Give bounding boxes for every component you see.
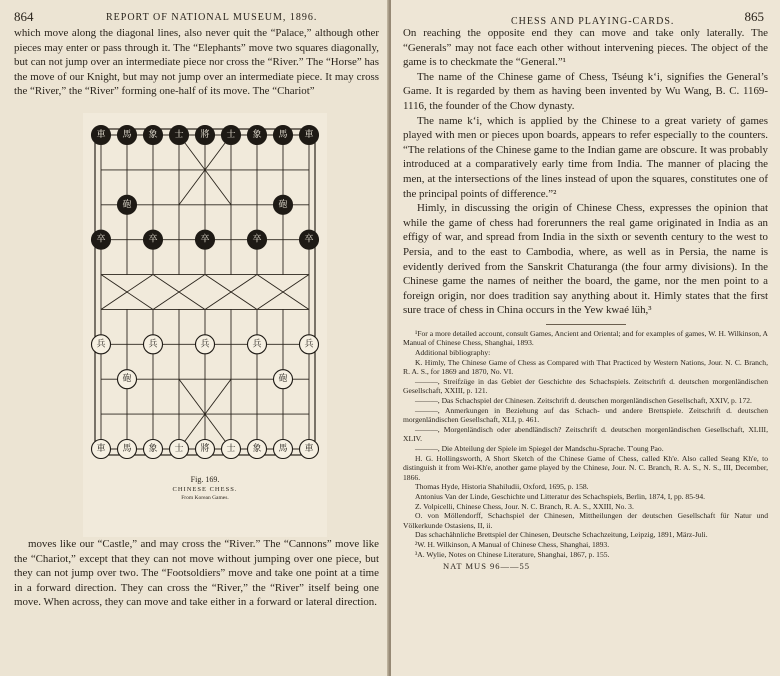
chess-board bbox=[83, 113, 327, 473]
black-soldier: 卒 bbox=[304, 234, 314, 245]
right-paragraph-2: The name of the Chinese game of Chess, Tséung k‘i, signifies the General’s Game. It is regarded by them as having been invented by Wu Wang, B. C. 1169-1116, the founder of the Chow dynasty. bbox=[403, 70, 768, 112]
figure-label: Fig. 169. bbox=[190, 474, 220, 484]
red-soldier: 兵 bbox=[200, 339, 210, 350]
footnote: Antonius Van der Linde, Geschichte und Litteratur des Schachspiels, Berlin, 1874, I, pp. 85-94. bbox=[415, 491, 706, 501]
black-soldier: 卒 bbox=[252, 234, 262, 245]
footnote: Z. Volpicelli, Chinese Chess, Jour. N. C. Branch, R. A. S., XXIII, No. 3. bbox=[415, 501, 634, 511]
right-page bbox=[391, 0, 780, 676]
figure-title: CHINESE CHESS. bbox=[172, 485, 238, 493]
left-bottom-paragraph: moves like our “Castle,” and may cross the “River.” The “Cannons” move like the “Chariot,” except that they can not move without jumping over one piece, but they can not jump over two. The “Footsoldiers” move and take one point at a time in a forward direction. They can cross the “River,” the “River” itself being one move. When across, they can move and take either in a forward or lateral direction. bbox=[14, 537, 379, 609]
black-piece: 車 bbox=[96, 129, 106, 140]
right-paragraph-1: On reaching the opposite end they can move and take only laterally. The “Generals” may not face each other without intervening pieces. The object of the game is to checkmate the “General.”¹ bbox=[403, 27, 768, 69]
footnote: O. von Möllendorff, Schachspiel der Chinesen, Mittheilungen der deutschen Gesellschaft für Natur und Völkerkunde Ostasiens, II, ii. bbox=[403, 511, 768, 530]
footnote: K. Himly, The Chinese Game of Chess as Compared with That Practiced by Western Nations, Jour. N. C. Branch, R. A. S., for 1869 and 1870, No. VI. bbox=[403, 357, 768, 377]
footnote: ———, Die Abteilung der Spiele im Spiegel der Mandschu-Sprache. T'oung Pao. bbox=[415, 444, 664, 453]
red-piece: 將 bbox=[200, 443, 210, 454]
right-paragraph-4: Himly, in discussing the origin of Chinese Chess, expresses the opinion that while the game of chess had forerunners the real game originated in India as an effigy of war, and spread from India in the sixth or seventh century to the west to Persia, and to the east to Cambodia, where, as well as in Persia, the name is evidently derived from the Sanskrit Chaturanga (the four army divisions). In the Chinese game the names of neither the board, the game, nor the men point to a foreign origin, nor does tradition say anything about it. Himly states that the first sure trace of chess in China occurs in the Yew kwaé lüh,³ bbox=[403, 202, 768, 317]
signature-mark: NAT MUS 96——55 bbox=[443, 561, 531, 572]
footnote: H. G. Hollingsworth, A Short Sketch of the Chinese Game of Chess, called Kh'e. Also called Seang Kh'e, to distinguish it from Wei-Kh'e, another game played by the Chinese, Jour. N. C. Branch, R. A. S., N. S., III, December, 1866. bbox=[403, 453, 768, 482]
red-piece: 象 bbox=[252, 443, 262, 454]
red-piece: 士 bbox=[226, 443, 236, 454]
left-page bbox=[0, 0, 389, 676]
black-piece: 象 bbox=[148, 129, 158, 140]
footnote: Thomas Hyde, Historia Shahiludii, Oxford, 1695, p. 158. bbox=[415, 482, 589, 492]
footnote: ———, Anmerkungen in Beziehung auf das Schach- und andere Brettspiele. Zeitschrift d. deutschen morgenländischen Gesellschaft, XLI, p. 461. bbox=[403, 405, 768, 425]
black-piece: 象 bbox=[252, 129, 262, 140]
footnote: ———, Streifzüge in das Gebiet der Geschichte des Schachspiels. Zeitschrift d. deutschen morgenländischen Gesellschaft, XXIII, p. 121. bbox=[403, 376, 768, 396]
footnote-rule bbox=[546, 324, 626, 325]
right-page-header bbox=[403, 0, 768, 26]
footnote: ———, Morgenländisch oder abendländisch? Zeitschrift d. deutschen morgenländischen Gesellschaft, XLIII, XLIV. bbox=[403, 424, 768, 444]
red-soldier: 兵 bbox=[96, 339, 106, 350]
red-piece: 車 bbox=[304, 443, 314, 454]
red-cannon: 砲 bbox=[278, 374, 288, 385]
red-piece: 馬 bbox=[122, 443, 132, 454]
figure-source: From Korean Games. bbox=[181, 494, 229, 501]
footnote: Additional bibliography: bbox=[415, 348, 491, 358]
footnote: ¹For a more detailed account, consult Games, Ancient and Oriental; and for examples of games, W. H. Wilkinson, A Manual of Chinese Chess, Shanghai, 1893. bbox=[403, 328, 768, 348]
footnote: ²W. H. Wilkinson, A Manual of Chinese Chess, Shanghai, 1893. bbox=[415, 539, 610, 549]
footnote: ———, Das Schachspiel der Chinesen. Zeitschrift d. deutschen morgenländischen Gesellschaft, XXIV, p. 172. bbox=[415, 396, 752, 406]
red-piece: 象 bbox=[148, 443, 158, 454]
black-piece: 士 bbox=[174, 129, 184, 140]
black-soldier: 卒 bbox=[148, 234, 158, 245]
red-piece: 馬 bbox=[278, 443, 288, 454]
black-piece: 車 bbox=[304, 129, 314, 140]
black-cannon: 砲 bbox=[122, 199, 132, 210]
left-top-paragraph: which move along the diagonal lines, also never quit the “Palace,” although other pieces may enter or pass through it. The “Elephants” move two squares diagonally, but can not jump over an intermediate piece nor cross the “River.” The “Horse” has the move of our Knight, but may not jump over an intermediate piece. It may cross the “River,” the “River” forming one-half of its move. The “Chariot” bbox=[14, 27, 379, 98]
black-cannon: 砲 bbox=[278, 199, 288, 210]
left-page-header bbox=[14, 0, 379, 26]
black-piece: 將 bbox=[200, 129, 210, 140]
red-piece: 士 bbox=[174, 443, 184, 454]
red-cannon: 砲 bbox=[122, 374, 132, 385]
footnotes bbox=[403, 329, 768, 559]
red-soldier: 兵 bbox=[252, 339, 262, 350]
chinese-chess-figure bbox=[83, 113, 327, 537]
footnote: ³A. Wylie, Notes on Chinese Literature, Shanghai, 1867, p. 155. bbox=[415, 549, 610, 559]
black-piece: 士 bbox=[226, 129, 236, 140]
right-paragraph-3: The name k‘i, which is applied by the Chinese to a great variety of games played with men or pieces upon boards, appears to refer especially to the counters. “The relations of the Chinese game to the Indian game are obscure. It was probably introduced at a comparatively early time from India. The manner of placing the men, at the intersections of the lines instead of upon the squares, constitutes one of the principal points of difference.”² bbox=[403, 114, 768, 200]
figure-caption bbox=[83, 475, 327, 501]
black-piece: 馬 bbox=[122, 129, 132, 140]
left-running-head: REPORT OF NATIONAL MUSEUM, 1896. bbox=[106, 12, 318, 23]
black-piece: 馬 bbox=[278, 129, 288, 140]
red-piece: 車 bbox=[96, 443, 106, 454]
left-page-number: 864 bbox=[14, 9, 34, 24]
black-soldier: 卒 bbox=[96, 234, 106, 245]
red-soldier: 兵 bbox=[304, 339, 314, 350]
right-running-head: CHESS AND PLAYING-CARDS. bbox=[511, 16, 675, 27]
black-soldier: 卒 bbox=[200, 234, 210, 245]
right-page-number: 865 bbox=[744, 9, 764, 24]
footnote: Das schachähnliche Brettspiel der Chinesen, Deutsche Schachzeitung, Leipzig, 1891, März-Juli. bbox=[415, 530, 708, 540]
red-soldier: 兵 bbox=[148, 339, 158, 350]
